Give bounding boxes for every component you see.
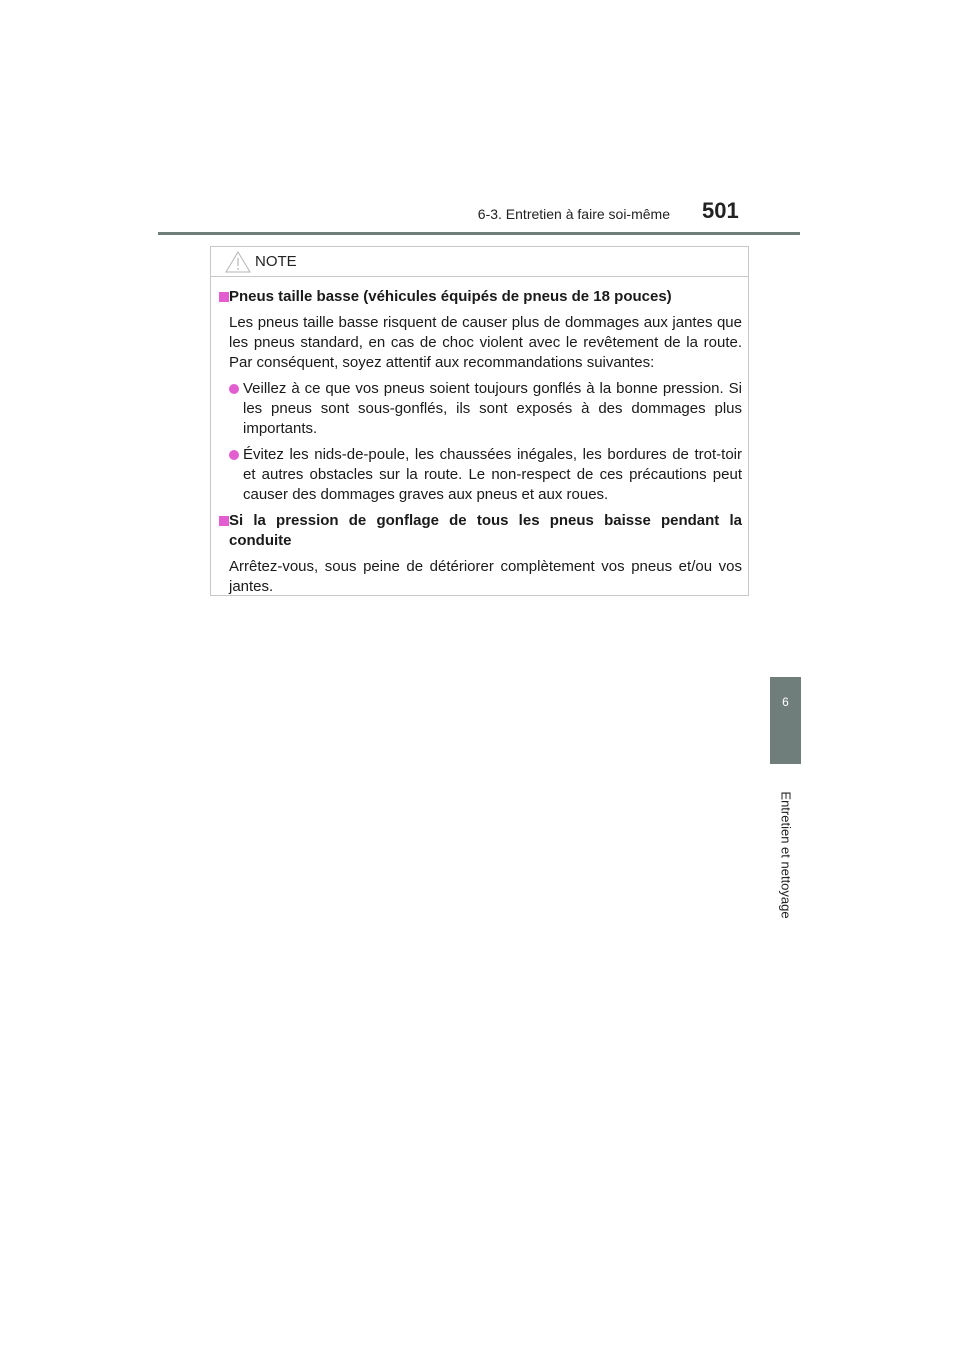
note-section-low-profile-tires	[217, 287, 742, 505]
section-heading: 6-3. Entretien à faire soi-même	[477, 206, 670, 222]
note-header	[211, 247, 748, 277]
chapter-number: 6	[782, 695, 789, 709]
section-title: Si la pression de gonflage de tous les pneus baisse pendant la conduite	[229, 512, 742, 549]
note-title: NOTE	[255, 253, 297, 270]
section-title: Pneus taille basse (véhicules équipés de pneus de 18 pouces)	[229, 288, 672, 305]
chapter-label: Entretien et nettoyage	[778, 791, 794, 919]
note-section-pressure-drop	[217, 511, 742, 597]
list-item-text: Évitez les nids-de-poule, les chaussées inégales, les bordures de trot-toir et autres obstacles sur la route. Le non-respect de ces précautions peut causer des dommages graves aux pneus et aux roues.	[243, 446, 742, 503]
round-bullet-icon	[229, 450, 239, 460]
list-item	[229, 445, 742, 505]
section-text: Les pneus taille basse risquent de causer plus de dommages aux jantes que les pneus standard, en cas de choc violent avec le revêtement de la route. Par conséquent, soyez attentif aux recommandations suivantes:	[229, 314, 742, 371]
note-body	[211, 287, 748, 603]
list-item-text: Veillez à ce que vos pneus soient toujours gonflés à la bonne pression. Si les pneus sont sous-gonflés, ils sont exposés à des dommages plus importants.	[243, 380, 742, 437]
section-text: Arrêtez-vous, sous peine de détériorer complètement vos pneus et/ou vos jantes.	[229, 558, 742, 595]
header-divider	[158, 232, 800, 235]
page-number: 501	[702, 198, 739, 223]
list-item	[229, 379, 742, 439]
note-box	[210, 246, 749, 596]
chapter-tab	[770, 677, 801, 764]
warning-triangle-icon	[225, 251, 251, 273]
round-bullet-icon	[229, 384, 239, 394]
square-bullet-icon	[219, 292, 229, 302]
square-bullet-icon	[219, 516, 229, 526]
